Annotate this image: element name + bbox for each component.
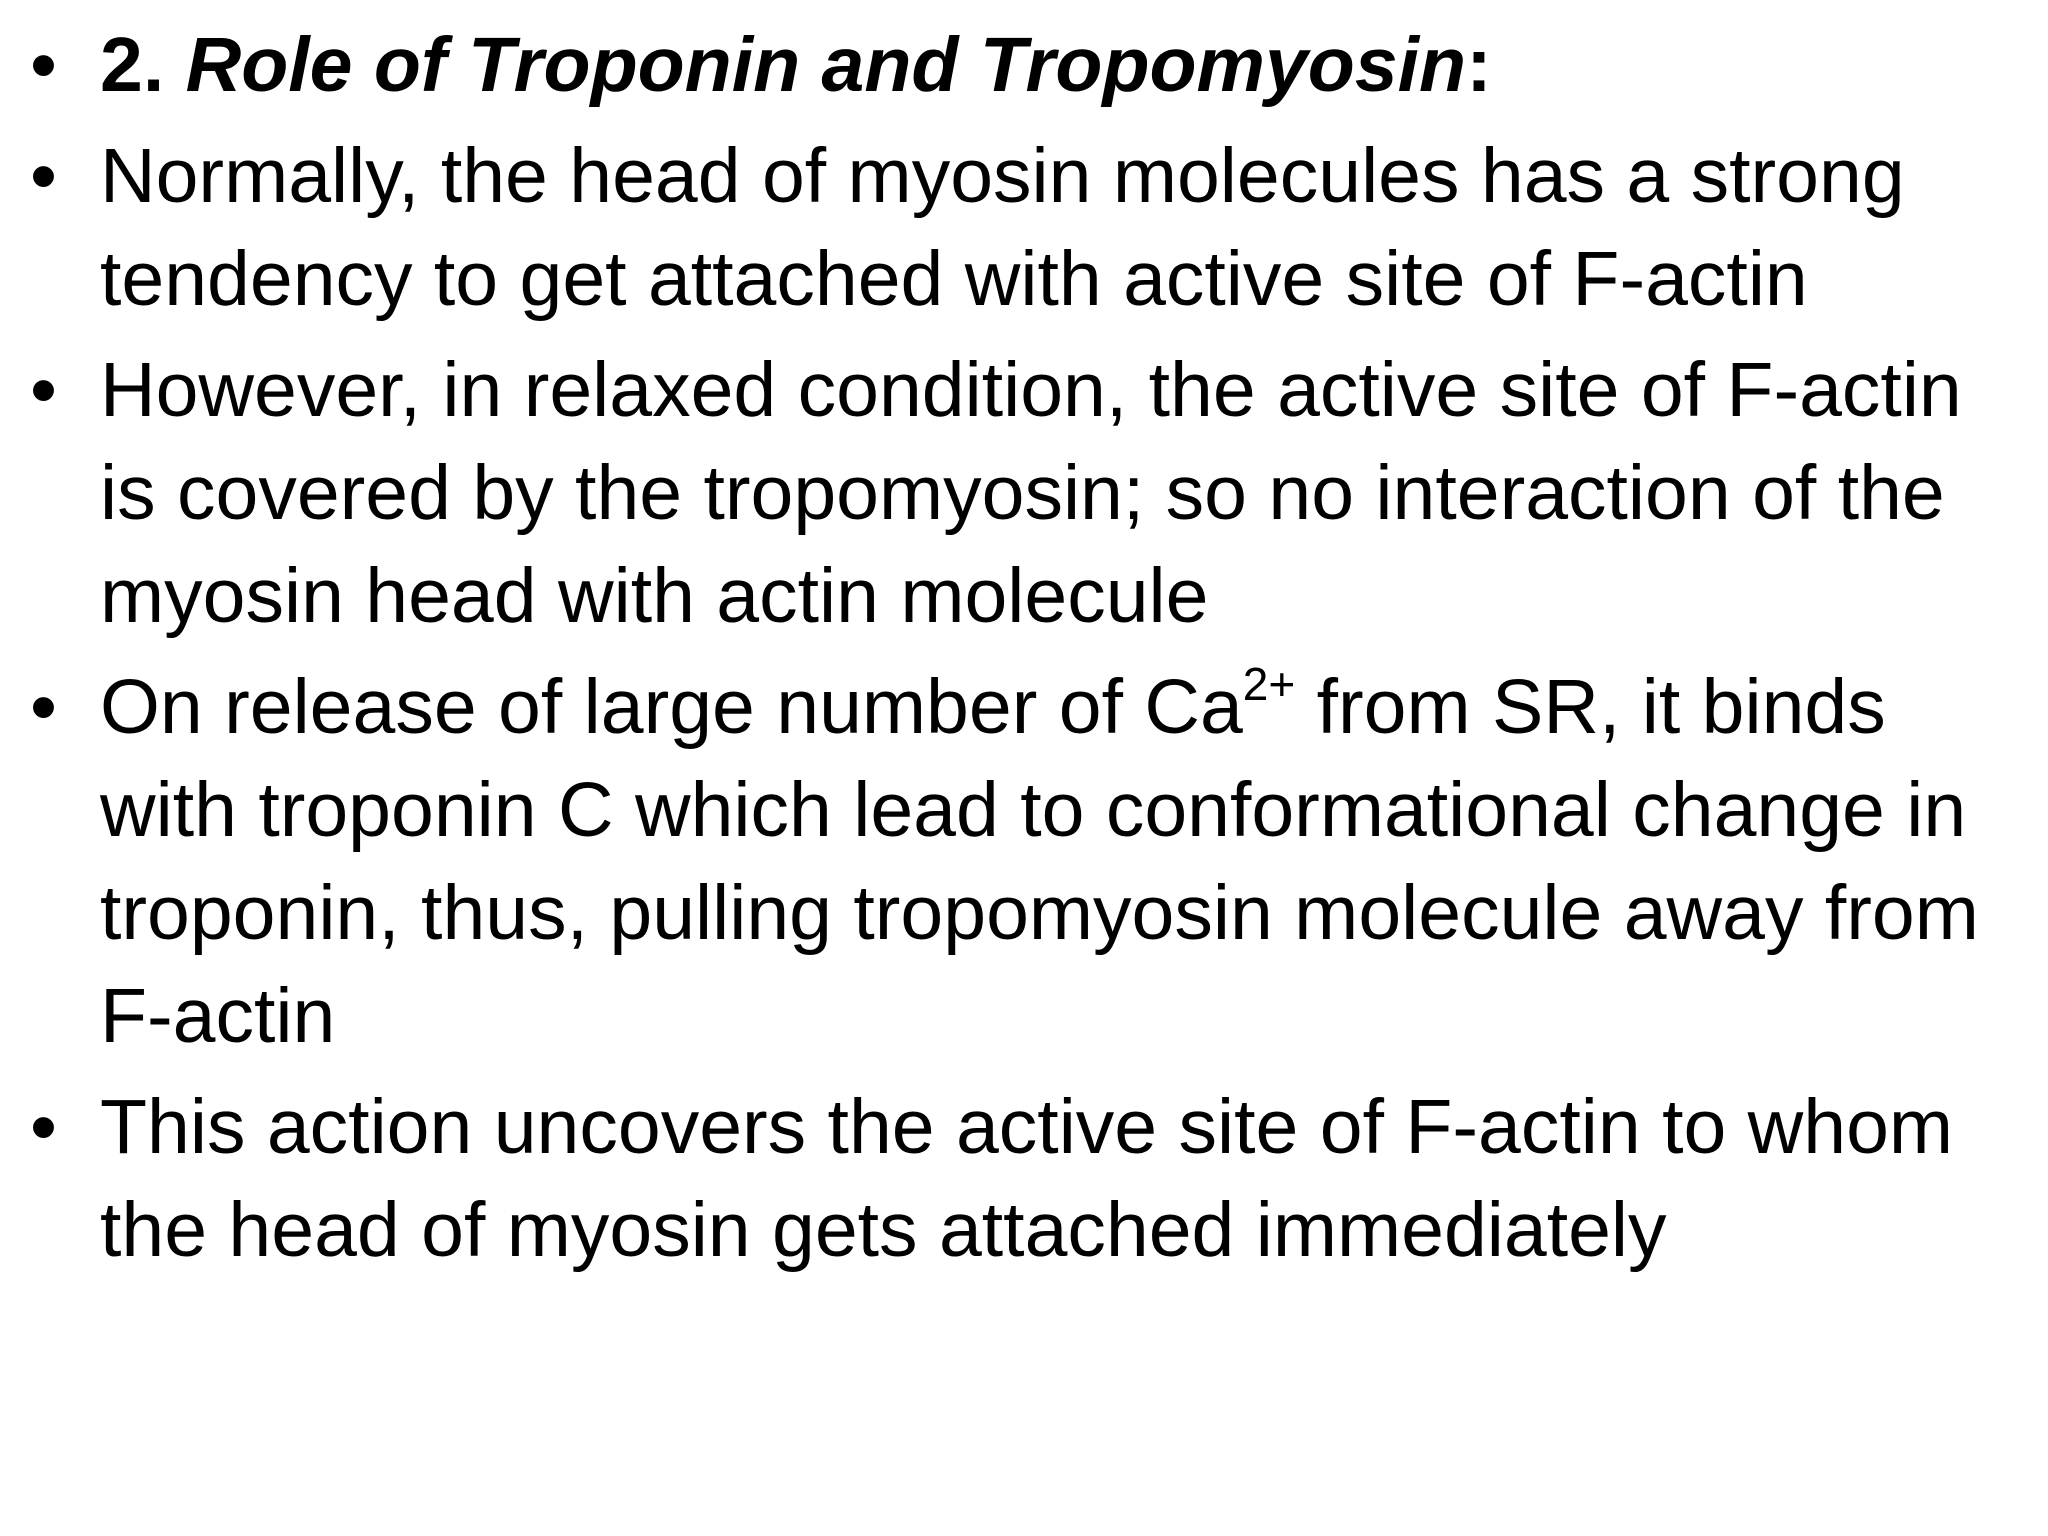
bullet-icon: • [30,347,57,433]
bullet-icon: • [30,1084,57,1170]
bullet-text-after: from SR, it binds with troponin C which lead to conformational change in troponin, thus, pulling tropomyosin molecule away from F-actin [100,664,1979,1059]
bullet-text: However, in relaxed condition, the active site of F-actin is covered by the tropomyosin; so no interaction of the myosin head with actin molecule [100,347,1962,639]
bullet-icon: • [30,22,57,108]
section-title: Role of Troponin and Tropomyosin [185,22,1467,108]
bullet-list [24,14,2034,1290]
heading-bullet [24,14,2034,117]
section-colon: : [1466,22,1492,108]
bullet-item-myosin-tendency [24,125,2034,331]
section-number: 2. [100,22,165,108]
bullet-text-before: On release of large number of Ca [100,664,1243,750]
bullet-icon: • [30,664,57,750]
bullet-item-relaxed-condition [24,339,2034,648]
bullet-item-calcium-release [24,656,2034,1068]
bullet-icon: • [30,133,57,219]
bullet-item-active-site-uncovered [24,1076,2034,1282]
bullet-text: Normally, the head of myosin molecules has a strong tendency to get attached with active site of F-actin [100,133,1905,322]
bullet-text: This action uncovers the active site of F-actin to whom the head of myosin gets attached immediately [100,1084,1954,1273]
calcium-charge-superscript: 2+ [1242,658,1296,711]
